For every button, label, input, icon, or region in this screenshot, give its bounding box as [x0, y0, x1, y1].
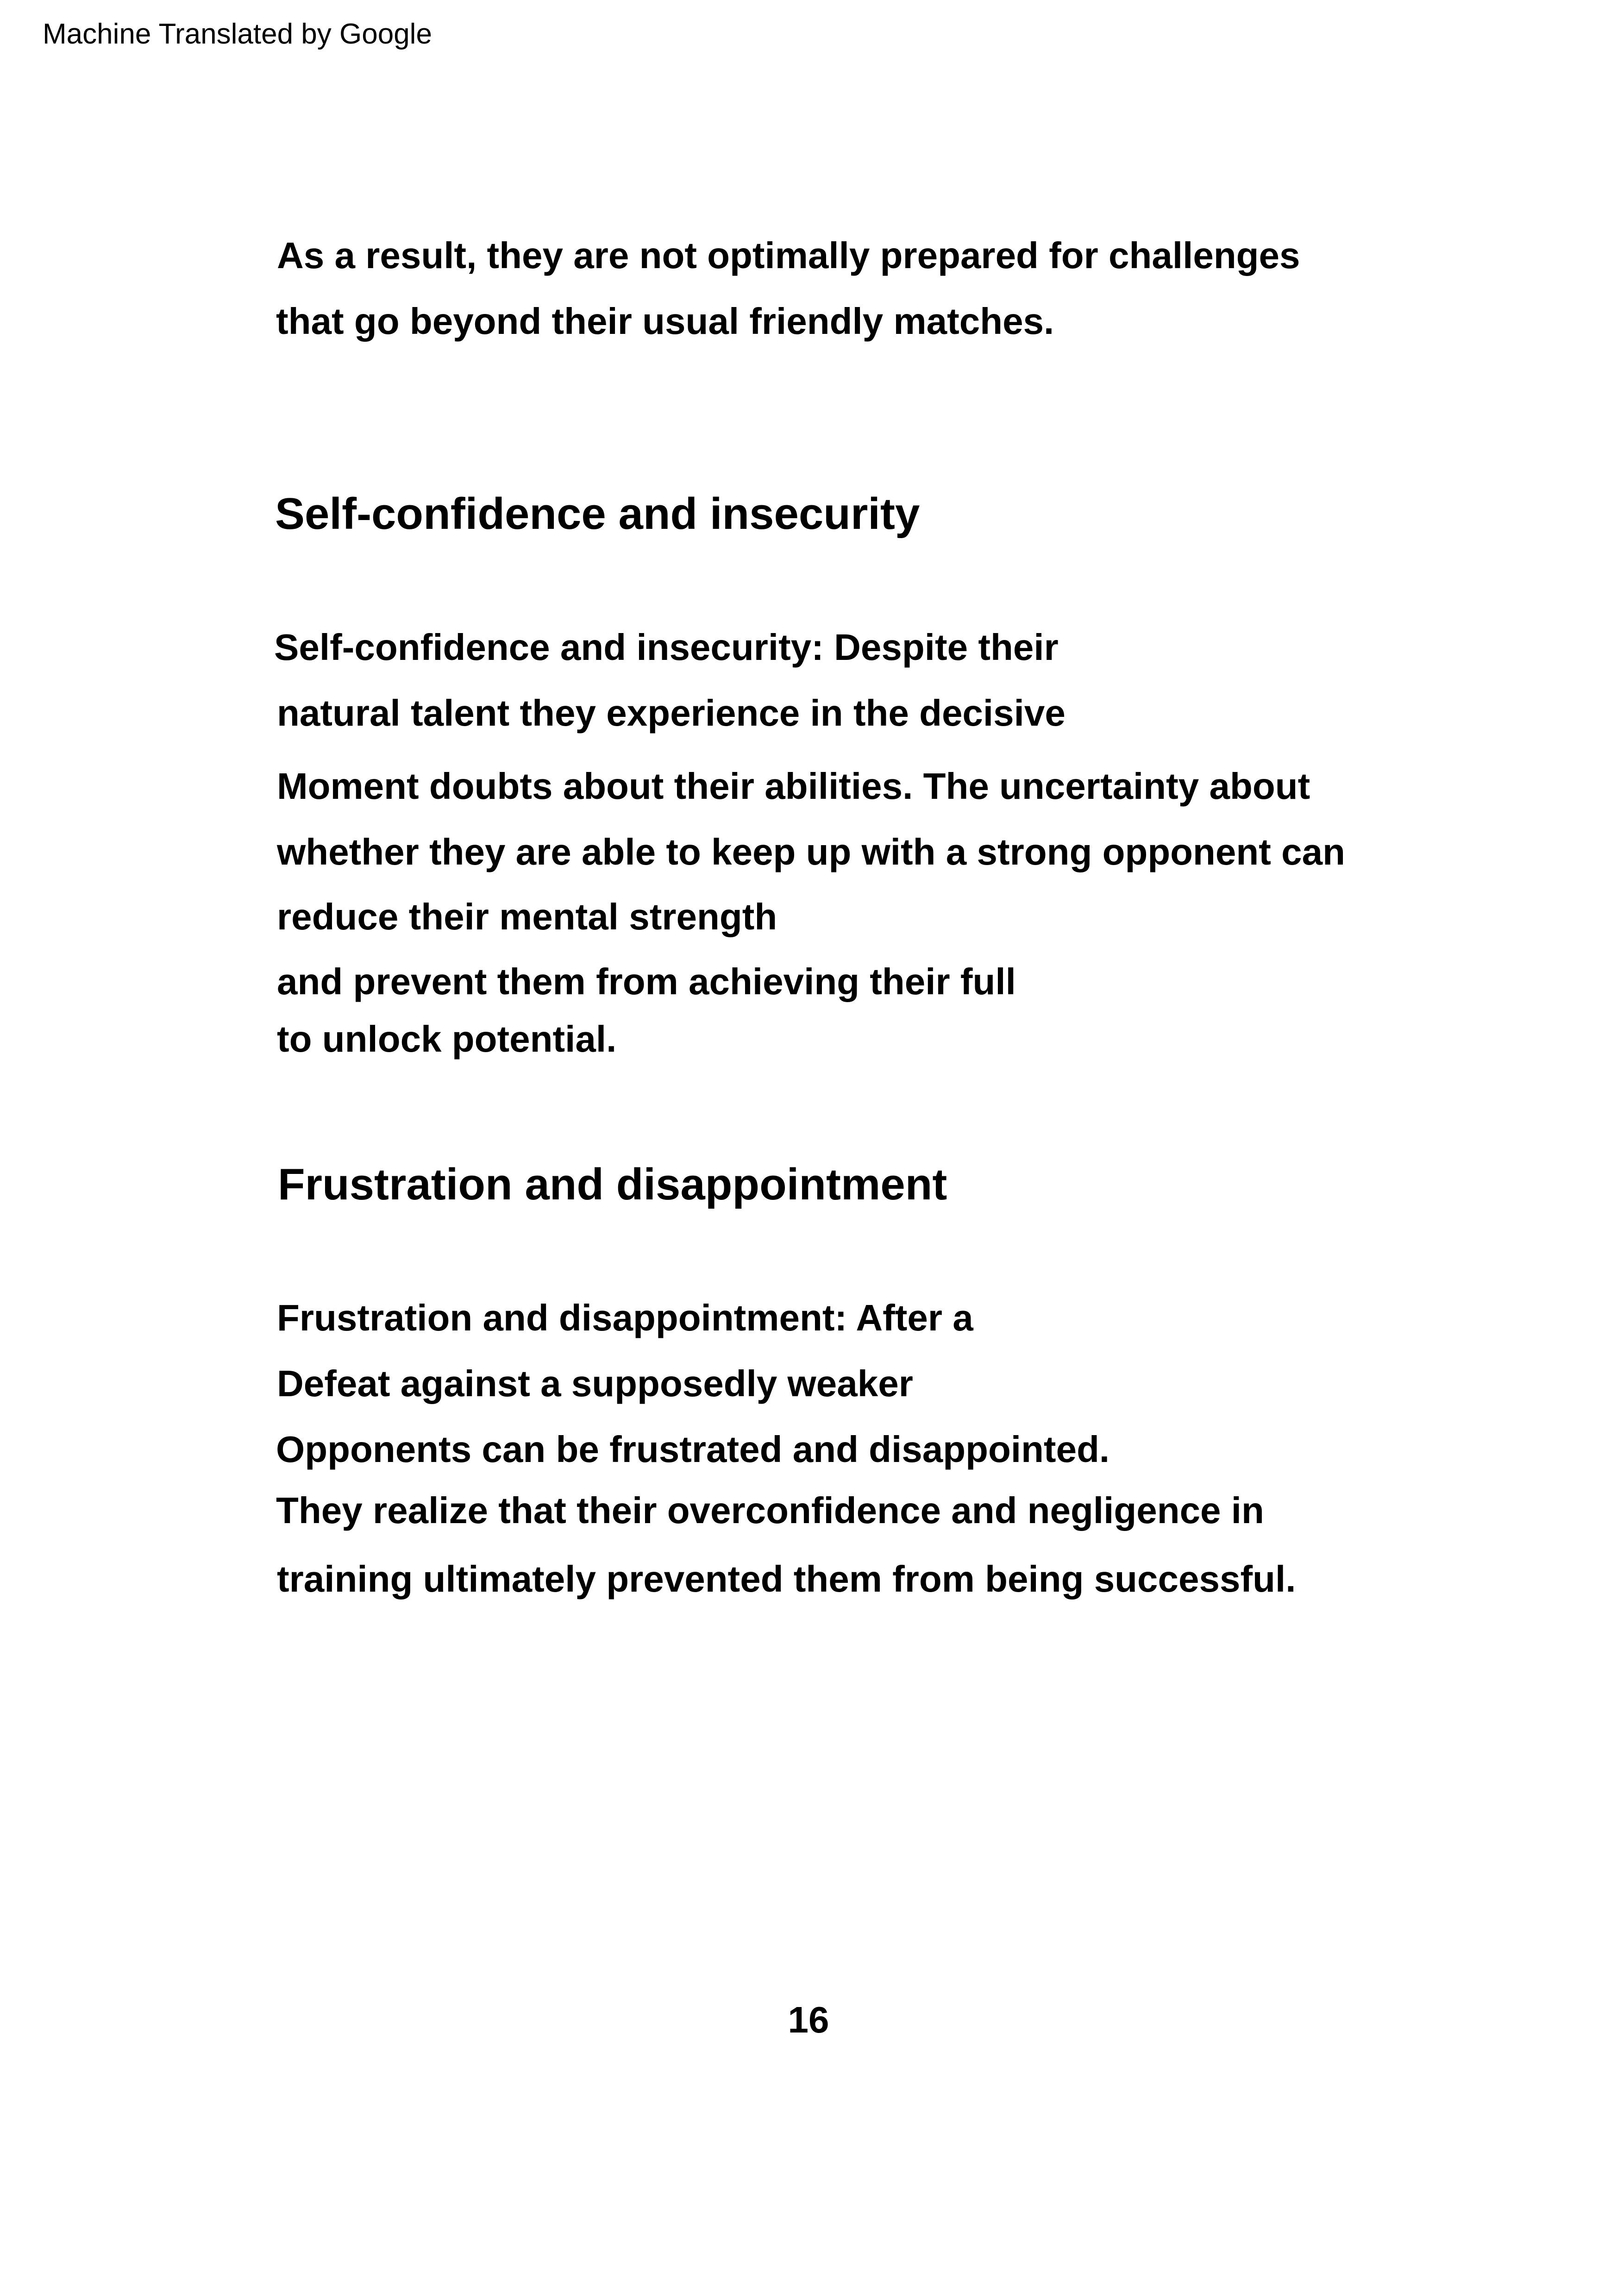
- paragraph-line: Opponents can be frustrated and disappointed.: [276, 1429, 1110, 1470]
- paragraph-line: natural talent they experience in the decisive: [277, 692, 1065, 734]
- paragraph-line: As a result, they are not optimally prepared for challenges: [277, 235, 1300, 276]
- paragraph-line: whether they are able to keep up with a strong opponent can: [277, 831, 1345, 872]
- paragraph-line: reduce their mental strength: [277, 896, 777, 937]
- section-heading-self-confidence: Self-confidence and insecurity: [275, 489, 920, 539]
- paragraph-line: Moment doubts about their abilities. The uncertainty about: [277, 765, 1310, 807]
- paragraph-line: to unlock potential.: [277, 1018, 617, 1060]
- paragraph-line: Frustration and disappointment: After a: [277, 1297, 973, 1338]
- machine-translation-banner: Machine Translated by Google: [43, 18, 432, 50]
- paragraph-line: and prevent them from achieving their full: [277, 961, 1016, 1002]
- paragraph-line: They realize that their overconfidence and negligence in: [276, 1490, 1264, 1531]
- paragraph-line: Defeat against a supposedly weaker: [277, 1363, 913, 1404]
- section-heading-frustration: Frustration and disappointment: [278, 1160, 947, 1209]
- paragraph-line: that go beyond their usual friendly matches.: [276, 301, 1054, 342]
- paragraph-line: training ultimately prevented them from being successful.: [277, 1558, 1296, 1600]
- page-number: 16: [788, 1999, 829, 2040]
- paragraph-line: Self-confidence and insecurity: Despite their: [274, 627, 1059, 668]
